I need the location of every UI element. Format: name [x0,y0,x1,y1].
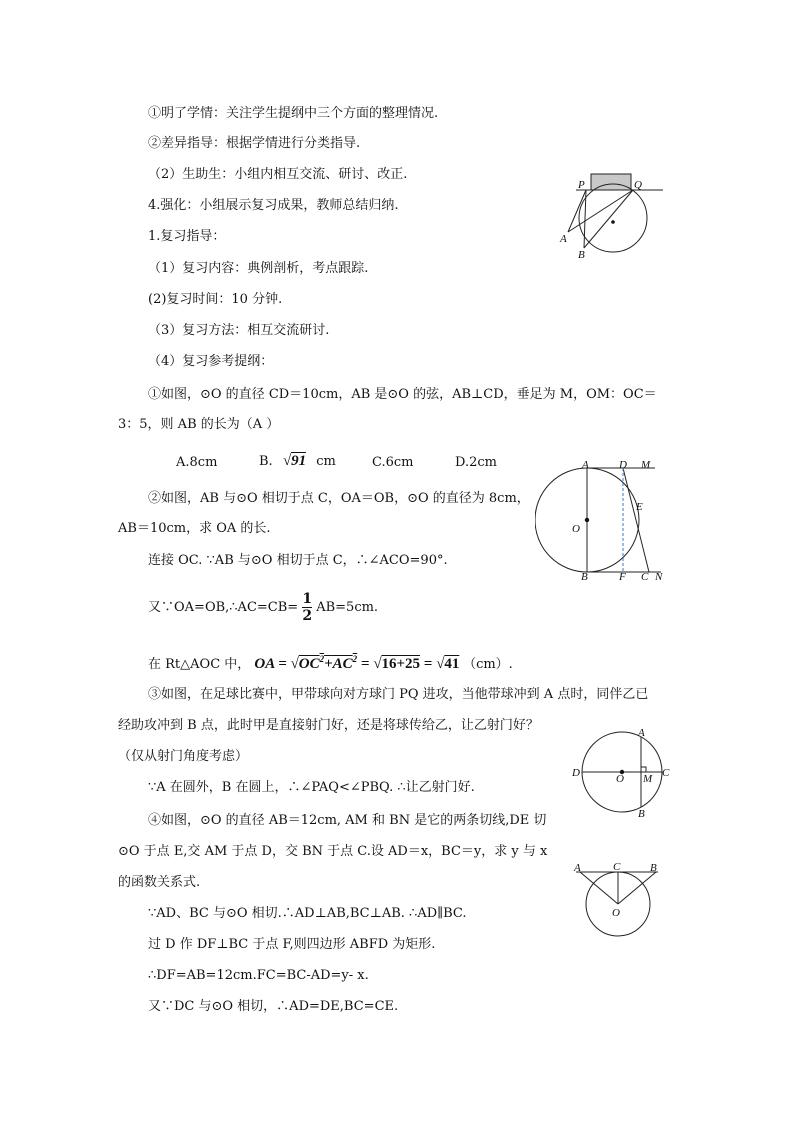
question-2-step-1: 连接 OC. ∵AB 与⊙O 相切于点 C，∴∠ACO=90°. [148,553,448,568]
fig3-label-m: M [643,773,653,785]
fig4-label-c: C [613,861,621,873]
fig3-label-a: A [638,727,645,739]
formula-radicand-1 [299,656,357,672]
fig3-label-o: O [616,773,624,785]
figure-tangent-trapezoid [535,460,670,582]
line-understand-situation: ①明了学情：关注学生提纲中三个方面的整理情况. [148,106,439,121]
fig2-label-o: O [572,523,580,535]
fig3-label-c: C [662,767,670,779]
fig2-label-e: E [636,501,643,513]
question-2-text-cont: AB＝10cm，求 OA 的长. [118,521,271,536]
step-3-suffix: （cm）. [463,657,513,672]
question-4-step-4: 又∵DC 与⊙O 相切，∴AD=DE,BC=CE. [148,999,399,1014]
fig1-label-q: Q [634,179,642,191]
fig4-label-o: O [612,907,620,919]
question-2-text: ②如图，AB 与⊙O 相切于点 C，OA＝OB，⊙O 的直径为 8cm， [148,491,530,506]
fig2-label-b: B [581,571,588,582]
question-3-answer: ∵A 在圆外，B 在圆上，∴∠PAQ<∠PBQ. ∴让乙射门好. [148,780,475,795]
fig2-label-a: A [582,460,589,471]
formula-sup-ac: 2 [352,654,358,664]
step-2-prefix: 又∵OA=OB,∴AC=CB= [148,600,299,615]
question-4-text: ④如图，⊙O 的直径 AB＝12cm, AM 和 BN 是它的两条切线,DE 切 [148,813,547,828]
formula-radicand-2: 16+25 [381,656,421,672]
line-differentiated-guidance: ②差异指导：根据学情进行分类指导. [148,136,361,151]
line-review-guidance: 1.复习指导： [148,229,226,244]
fig3-label-b: B [638,808,645,818]
question-3-text-cont: 经助攻冲到 B 点，此时甲是直接射门好，还是将球传给乙，让乙射门好？ [118,718,539,733]
fraction-denominator: 2 [302,608,313,624]
fig3-label-d: D [572,767,580,779]
fig2-label-n: N [655,571,663,582]
fig2-label-c: C [641,571,649,582]
line-review-method: （3）复习方法：相互交流研讨. [148,323,330,338]
figure-chord-circle [572,726,674,818]
line-review-content: （1）复习内容：典例剖析，考点跟踪. [148,261,369,276]
formula-equals-2: = [360,656,370,672]
formula-oa: OA = $√OC^2+AC^2 = √16+25 = √41$ [254,654,460,672]
question-1-text-cont: 3：5，则 AB 的长为（A ） [118,417,280,432]
formula-plus: + [324,656,333,672]
option-a: A.8cm [176,455,218,470]
question-2-step-2 [148,588,378,628]
formula-oa-var: OA [254,656,275,672]
question-4-step-1: ∵AD、BC 与⊙O 相切.∴AD⊥AB,BC⊥AB. ∴AD∥BC. [148,906,467,921]
fig2-label-m: M [641,460,651,471]
formula-radicand-3: 41 [444,656,460,672]
question-1-text: ①如图，⊙O 的直径 CD＝10cm，AB 是⊙O 的弦，AB⊥CD，垂足为 M，OM：OC＝ [148,387,657,402]
question-4-text-cont: ⊙O 于点 E,交 AM 于点 D，交 BN 于点 C.设 AD＝x，BC＝y，求 y 与 x [118,844,548,859]
figure-tangent-line [572,860,664,940]
line-review-outline: （4）复习参考提纲： [148,354,274,369]
formula-equals-1: = [278,656,287,672]
fig4-label-a: A [574,862,581,874]
sqrt-91-radicand: 91 [291,453,307,469]
sqrt-91: √91 [282,453,307,469]
fig1-label-p: P [578,179,585,191]
option-b [259,452,336,471]
option-d: D.2cm [455,455,497,470]
question-3-text: ③如图，在足球比赛中，甲带球向对方球门 PQ 进攻，当他带球冲到 A 点时，同伴乙已 [148,687,649,702]
fig1-label-b: B [578,249,585,260]
formula-equals-3: = [423,656,433,672]
formula-oc: OC [298,656,320,672]
question-4-step-2: 过 D 作 DF⊥BC 于点 F,则四边形 ABFD 为矩形. [148,937,436,952]
fig2-label-d: D [619,460,627,471]
line-peer-help: （2）生助生：小组内相互交流、研讨、改正. [148,167,408,182]
fig4-label-b: B [650,862,657,874]
question-2-step-3 [148,650,513,674]
fig2-label-f: F [619,571,626,582]
step-3-prefix: 在 Rt△AOC 中， [148,657,251,672]
question-4-step-3: ∴DF=AB=12cm.FC=BC-AD=y- x. [148,968,369,983]
question-3-note: （仅从射门角度考虑） [118,749,249,764]
line-reinforcement: 4.强化：小组展示复习成果，教师总结归纳. [148,198,399,213]
formula-ac: AC [332,656,353,672]
option-c: C.6cm [372,455,414,470]
step-2-suffix: AB=5cm. [316,600,379,615]
formula-sup-oc: 2 [319,654,325,664]
fraction-one-half [302,591,312,624]
question-4-text-end: 的函数关系式. [118,875,201,890]
fraction-numerator: 1 [302,591,313,607]
figure-goal-circle [558,168,668,260]
option-b-unit: cm [316,454,336,469]
fig1-label-a: A [560,233,567,245]
line-review-time: (2)复习时间：10 分钟. [148,292,283,307]
option-b-label: B. [259,454,273,469]
